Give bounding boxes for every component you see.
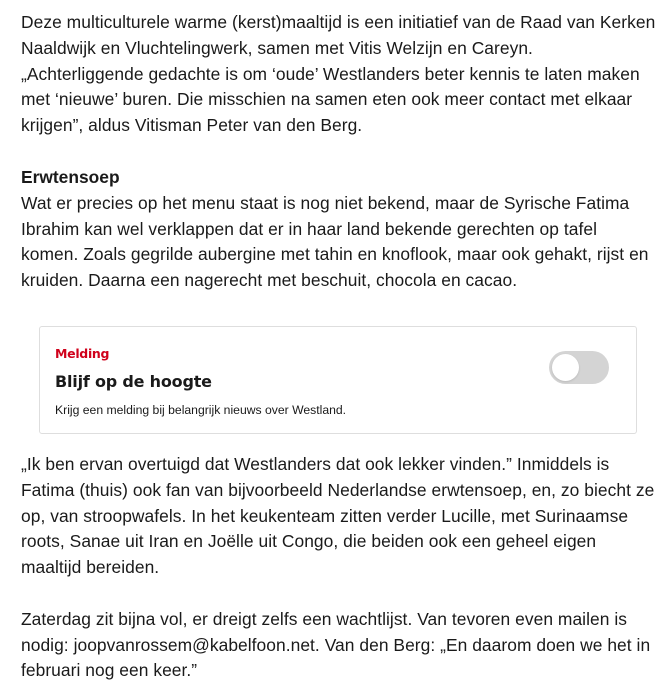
toggle-knob — [552, 354, 579, 381]
article-body — [0, 0, 670, 294]
article-paragraph-1: Deze multiculturele warme (kerst)maaltijd is een initiatief van de Raad van Kerken Naaldwijk en Vluchtelingwerk, samen met Vitis Welzijn en Careyn. „Achterliggende gedachte is om ‘oude’ Westlanders beter kennis te laten maken met ‘nieuwe’ buren. Die misschien na samen eten ook meer contact met elkaar krijgen”, aldus Vitisman Peter van den Berg. — [21, 12, 656, 136]
notification-kicker: Melding — [55, 346, 110, 361]
article-paragraph-4: Zaterdag zit bijna vol, er dreigt zelfs een wachtlijst. Van tevoren even mailen is nodig: joopvanrossem@kabelfoon.net. Van den Berg: „En daarom doen we het in februari nog een keer.” — [21, 608, 651, 681]
notification-toggle[interactable] — [549, 351, 609, 384]
article-paragraph-3: „Ik ben ervan overtuigd dat Westlanders dat ook lekker vinden.” Inmiddels is Fatima (thuis) ook fan van bijvoorbeeld Nederlandse erwtensoep, en, zo biecht ze op, van stroopwafels. In het keukenteam zitten verder Lucille, met Surinaamse roots, Sanae uit Iran en Joëlle uit Congo, die beiden ook een geheel eigen maaltijd bereiden. — [21, 454, 655, 578]
notification-card — [39, 326, 637, 434]
article-paragraph-2: Wat er precies op het menu staat is nog niet bekend, maar de Syrische Fatima Ibrahim kan wel verklappen dat er in haar land bekende gerechten op tafel komen. Zoals gegrilde aubergine met tahin en knoflook, maar ook gehakt, rijst en kruiden. Daarna een nagerecht met beschuit, chocola en cacao. — [21, 192, 649, 291]
article-subheading: Erwtensoep — [21, 166, 120, 187]
notification-description: Krijg een melding bij belangrijk nieuws over Westland. — [55, 403, 347, 417]
article-body-continued — [21, 452, 658, 684]
notification-title: Blijf op de hoogte — [55, 372, 212, 391]
